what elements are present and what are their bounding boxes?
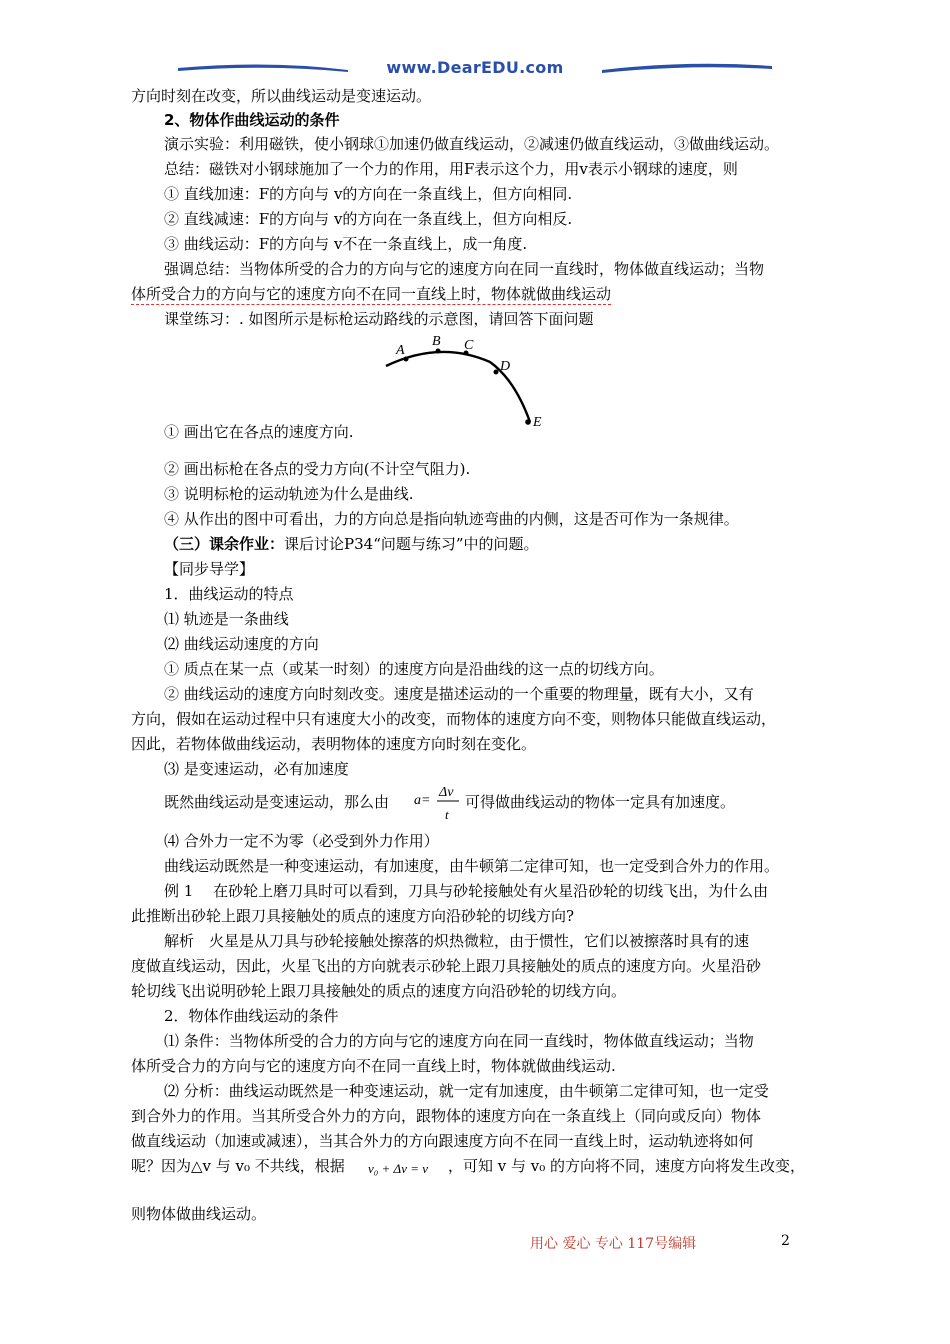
velocity-equation bbox=[366, 1153, 446, 1183]
homework-text: 课后讨论P34“问题与练习”中的问题。 bbox=[284, 535, 539, 553]
acceleration-formula bbox=[414, 781, 464, 831]
text-line: 方向，假如在运动过程中只有速度大小的改变，而物体的速度方向不变，则物体只能做直线运动， bbox=[131, 710, 777, 728]
text-line: 总结：磁铁对小钢球施加了一个力的作用，用F表示这个力，用v表示小钢球的速度，则 bbox=[164, 160, 738, 178]
text-line: ⑴ 条件：当物体所受的合力的方向与它的速度方向在同一直线时，物体做直线运动；当物 bbox=[164, 1032, 754, 1050]
text-line: 1．曲线运动的特点 bbox=[164, 585, 294, 603]
label-A: A bbox=[396, 343, 405, 358]
section-heading: 2、物体作曲线运动的条件 bbox=[164, 111, 340, 129]
solution-line: 解析 火星是从刀具与砂轮接触处擦落的炽热微粒，由于惯性，它们以被擦落时具有的速 bbox=[164, 932, 750, 950]
homework-heading: （三）课余作业： bbox=[164, 535, 285, 553]
text-line: 体所受合力的方向与它的速度方向不在同一直线上时，物体就做曲线运动 bbox=[131, 285, 612, 303]
text-line: 既然曲线运动是变速运动，那么由 bbox=[164, 793, 390, 811]
label-E: E bbox=[533, 415, 542, 430]
label-D: D bbox=[500, 359, 511, 374]
label-B: B bbox=[432, 334, 441, 349]
text-line: ⑶ 是变速运动，必有加速度 bbox=[164, 760, 349, 778]
svg-text:a=: a= bbox=[414, 793, 431, 808]
site-url[interactable]: www.DearEDU.com bbox=[386, 58, 564, 77]
svg-text:Δv: Δv bbox=[439, 785, 454, 800]
text-line: ① 直线加速：F的方向与 v的方向在一条直线上，但方向相同. bbox=[164, 185, 573, 203]
svg-text:t: t bbox=[445, 807, 449, 822]
text-line: ② 画出标枪在各点的受力方向(不计空气阻力). bbox=[164, 460, 471, 478]
text-line: 强调总结：当物体所受的合力的方向与它的速度方向在同一直线时，物体做直线运动；当物 bbox=[164, 260, 765, 278]
section-heading: 【同步导学】 bbox=[164, 560, 255, 578]
text-line: ⑷ 合外力一定不为零（必受到外力作用） bbox=[164, 832, 439, 850]
javelin-trajectory-diagram bbox=[380, 330, 560, 440]
text-line: 则物体做曲线运动。 bbox=[131, 1205, 267, 1223]
svg-text:v₀ + Δv = v: v₀ + Δv = v bbox=[368, 1161, 429, 1176]
text-line: 演示实验：利用磁铁，使小钢球①加速仍做直线运动，②减速仍做直线运动，③做曲线运动。 bbox=[164, 135, 780, 153]
homework-line bbox=[164, 534, 539, 554]
text-line: 呢？因为△v 与 v₀ 不共线，根据 bbox=[131, 1157, 345, 1175]
text-line: 因此，若物体做曲线运动，表明物体的速度方向时刻在变化。 bbox=[131, 735, 537, 753]
text-line: 轮切线飞出说明砂轮上跟刀具接触处的质点的速度方向沿砂轮的切线方向。 bbox=[131, 982, 627, 1000]
text-line: 此推断出砂轮上跟刀具接触处的质点的速度方向沿砂轮的切线方向? bbox=[131, 907, 575, 925]
text-line: ，可知 v 与 v₀ 的方向将不同，速度方向将发生改变， bbox=[448, 1157, 806, 1175]
text-line: ② 直线减速：F的方向与 v的方向在一条直线上，但方向相反. bbox=[164, 210, 573, 228]
text-line: 做直线运动（加速或减速），当其合外力的方向跟速度方向不在同一直线上时，运动轨迹将如何 bbox=[131, 1132, 754, 1150]
text-line: 2．物体作曲线运动的条件 bbox=[164, 1007, 339, 1025]
site-header bbox=[178, 56, 772, 86]
text-line: ① 质点在某一点（或某一时刻）的速度方向是沿曲线的这一点的切线方向。 bbox=[164, 660, 664, 678]
text-line: 曲线运动既然是一种变速运动，有加速度，由牛顿第二定律可知，也一定受到合外力的作用。 bbox=[164, 857, 780, 875]
text-line: 度做直线运动，因此，火星飞出的方向就表示砂轮上跟刀具接触处的质点的速度方向。火星沿砂 bbox=[131, 957, 762, 975]
text-line: 可得做曲线运动的物体一定具有加速度。 bbox=[465, 793, 736, 811]
example-line: 例 1 在砂轮上磨刀具时可以看到，刀具与砂轮接触处有火星沿砂轮的切线飞出，为什么由 bbox=[164, 882, 769, 900]
text-line: ③ 说明标枪的运动轨迹为什么是曲线. bbox=[164, 485, 414, 503]
text-line: ② 曲线运动的速度方向时刻改变。速度是描述运动的一个重要的物理量，既有大小，又有 bbox=[164, 685, 754, 703]
text-line: 课堂练习：. 如图所示是标枪运动路线的示意图，请回答下面问题 bbox=[164, 310, 594, 328]
footer-text: 用心 爱心 专心 117号编辑 bbox=[530, 1236, 697, 1252]
label-C: C bbox=[464, 338, 474, 353]
text-line: ④ 从作出的图中可看出，力的方向总是指向轨迹弯曲的内侧，这是否可作为一条规律。 bbox=[164, 510, 739, 528]
text-line: 到合外力的作用。当其所受合外力的方向，跟物体的速度方向在一条直线上（同向或反向）物体 bbox=[131, 1107, 762, 1125]
text-line: ⑵ 曲线运动速度的方向 bbox=[164, 635, 319, 653]
text-line: ① 画出它在各点的速度方向. bbox=[164, 423, 354, 441]
text-line: 方向时刻在改变，所以曲线运动是变速运动。 bbox=[131, 87, 432, 105]
text-line: ⑴ 轨迹是一条曲线 bbox=[164, 610, 289, 628]
text-line: ③ 曲线运动：F的方向与 v不在一条直线上，成一角度. bbox=[164, 235, 528, 253]
text-line: ⑵ 分析：曲线运动既然是一种变速运动，就一定有加速度，由牛顿第二定律可知，也一定受 bbox=[164, 1082, 769, 1100]
page-number: 2 bbox=[781, 1233, 790, 1249]
text-line: 体所受合力的方向与它的速度方向不在同一直线上时，物体就做曲线运动. bbox=[131, 1057, 616, 1075]
